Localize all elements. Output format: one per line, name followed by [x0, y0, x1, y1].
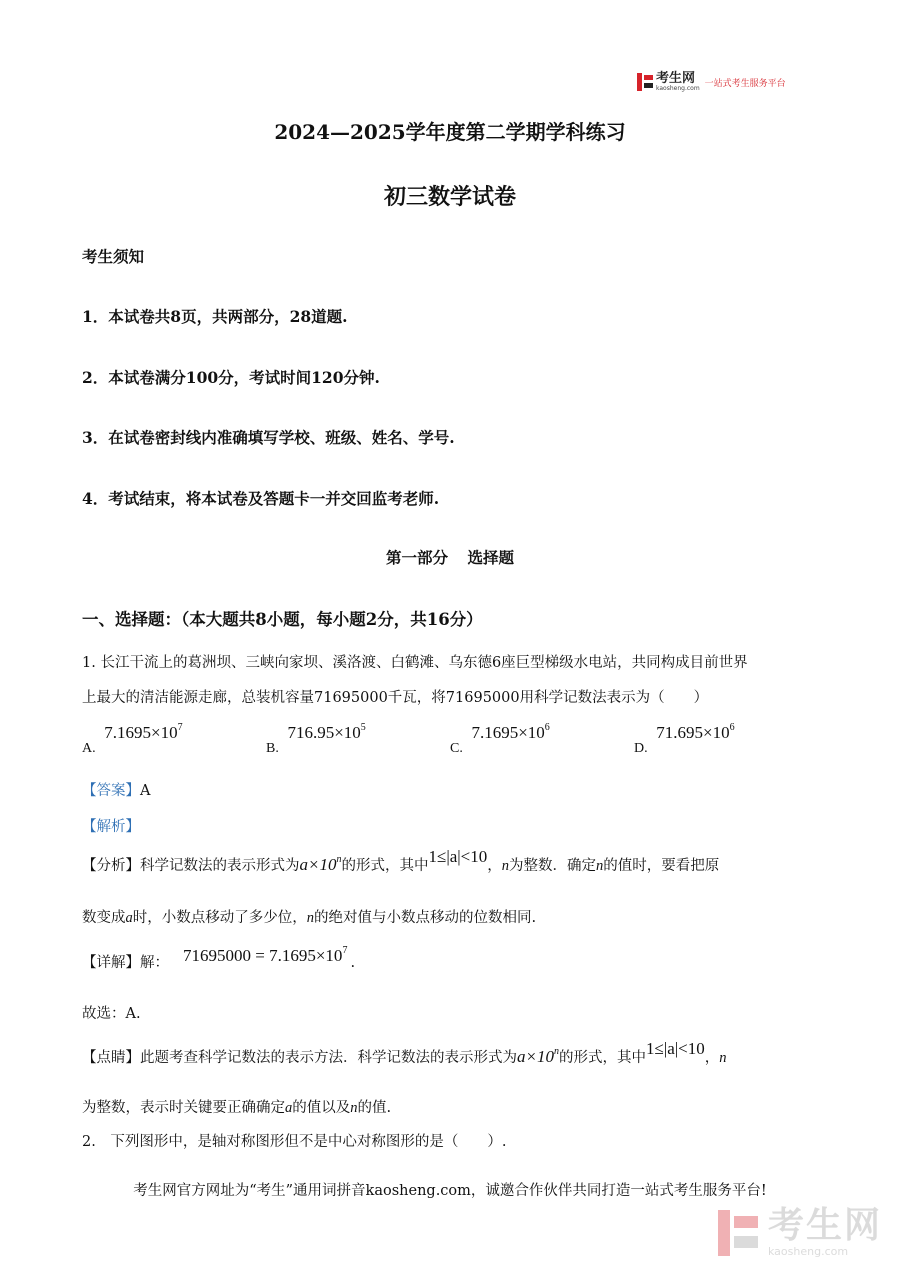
option-d-label: D. [634, 741, 648, 756]
notice-item-4: 4．考试结束，将本试卷及答题卡一并交回监考老师. [82, 489, 440, 508]
answer-value: A [140, 783, 151, 799]
section-heading: 一、选择题：（本大题共8小题，每小题2分，共16分） [82, 610, 483, 629]
option-d [634, 722, 735, 756]
option-b-label: B. [266, 741, 279, 756]
option-d-exp: 6 [729, 722, 735, 733]
xiangjie-exp: 7 [342, 945, 348, 956]
page-footer: 考生网官方网址为“考生”通用词拼音kaosheng.com，诚邀合作伙伴共同打造一站式考生服务平台! [133, 1183, 767, 1199]
dianjing-text-3: ， [704, 1050, 720, 1066]
fenxi-line2-text-2: 时，小数点移动了多少位， [132, 910, 307, 926]
dianjing-tag: 【点睛】 [82, 1050, 140, 1066]
dianjing-sci-base: a×10 [517, 1047, 554, 1066]
xiangjie-line [82, 945, 356, 972]
fenxi-sci-exp: n [336, 854, 342, 865]
dianjing-line2-text-2: 的值以及 [292, 1100, 351, 1116]
answer-tag: 【答案】 [82, 783, 140, 799]
fenxi-text-5: 的值时，要看把原 [603, 858, 720, 874]
fenxi-text-2: 的形式，其中 [341, 858, 429, 874]
logo-brand: 考生网 [656, 71, 696, 86]
dianjing-line-1 [82, 1039, 727, 1067]
dianjing-line2-text-1: 为整数，表示时关键要正确确定 [82, 1100, 285, 1116]
dianjing-sym-a: a [285, 1100, 293, 1116]
fenxi-text-1: 科学记数法的表示形式为 [140, 858, 300, 874]
xiangjie-tag: 【详解】 [82, 955, 140, 971]
watermark [718, 1205, 883, 1258]
fenxi-sym-n-2: n [596, 858, 604, 874]
dianjing-sci-exp: n [553, 1046, 559, 1057]
option-a-label: A. [82, 741, 96, 756]
fenxi-sym-n-1: n [501, 858, 510, 874]
logo-slogan: 一站式考生服务平台 [704, 78, 786, 89]
option-c-exp: 6 [544, 722, 550, 733]
option-a-exp: 7 [177, 722, 183, 733]
fenxi-text-4: 为整数．确定 [509, 858, 597, 874]
fenxi-line-2 [82, 906, 536, 927]
dianjing-sym-n-1: n [719, 1050, 727, 1066]
option-b-base: 716.95×10 [287, 723, 361, 742]
exam-subtitle: 初三数学试卷 [383, 184, 516, 210]
fenxi-sci-base: a×10 [299, 855, 337, 874]
kaosheng-logo-icon [637, 73, 653, 91]
xiangjie-expr: 71695000 = 7.1695×10 [183, 946, 343, 965]
answer-line [82, 779, 150, 800]
question-2: 2. 下列图形中，是轴对称图形但不是中心对称图形的是（ ）. [82, 1134, 507, 1150]
fenxi-sym-n-3: n [306, 910, 314, 926]
fenxi-line-1 [82, 847, 720, 875]
header-logo [637, 70, 786, 94]
option-b [266, 722, 366, 756]
notice-item-1: 1．本试卷共8页，共两部分，28道题. [82, 307, 348, 326]
dianjing-sym-n-2: n [350, 1100, 358, 1116]
option-c [450, 722, 550, 756]
fenxi-sym-a: a [125, 910, 133, 926]
dianjing-text-1: 此题考查科学记数法的表示方法．科学记数法的表示形式为 [140, 1050, 517, 1066]
analysis-tag: 【解析】 [82, 819, 140, 835]
question-1-line-2: 上最大的清洁能源走廊，总装机容量71695000千瓦，将71695000用科学记数法表示为（ ） [82, 690, 709, 706]
option-c-base: 7.1695×10 [471, 723, 545, 742]
fenxi-tag: 【分析】 [82, 858, 140, 874]
logo-domain: kaosheng.com [656, 85, 700, 92]
fenxi-range: 1≤|a|<10 [428, 847, 488, 866]
exam-title: 2024—2025学年度第二学期学科练习 [274, 120, 626, 144]
option-a [82, 722, 183, 756]
dianjing-line2-text-3: 的值. [357, 1100, 392, 1116]
watermark-logo-icon [718, 1210, 762, 1256]
dianjing-text-2: 的形式，其中 [558, 1050, 646, 1066]
fenxi-line2-text-1: 数变成 [82, 910, 126, 926]
xiangjie-text: 解： [140, 955, 169, 971]
option-b-exp: 5 [360, 722, 366, 733]
dianjing-range: 1≤|a|<10 [645, 1039, 705, 1058]
option-d-base: 71.695×10 [656, 723, 730, 742]
question-1-line-1: 1. 长江干流上的葛洲坝、三峡向家坝、溪洛渡、白鹤滩、乌东德6座巨型梯级水电站，共同构成目前世界 [82, 655, 748, 671]
dianjing-line-2 [82, 1096, 391, 1117]
part-heading: 第一部分 选择题 [386, 548, 514, 567]
watermark-brand: 考生网 [768, 1205, 883, 1246]
option-c-label: C. [450, 741, 463, 756]
notice-heading: 考生须知 [82, 247, 145, 266]
watermark-domain: kaosheng.com [768, 1245, 849, 1258]
notice-item-3: 3．在试卷密封线内准确填写学校、班级、姓名、学号. [82, 428, 455, 447]
option-a-base: 7.1695×10 [104, 723, 178, 742]
fenxi-text-3: ， [487, 858, 502, 874]
xiangjie-end: . [350, 955, 356, 971]
fenxi-line2-text-3: 的绝对值与小数点移动的位数相同. [314, 910, 537, 926]
notice-item-2: 2．本试卷满分100分，考试时间120分钟. [82, 368, 380, 387]
guxuan-line: 故选：A. [82, 1006, 141, 1022]
